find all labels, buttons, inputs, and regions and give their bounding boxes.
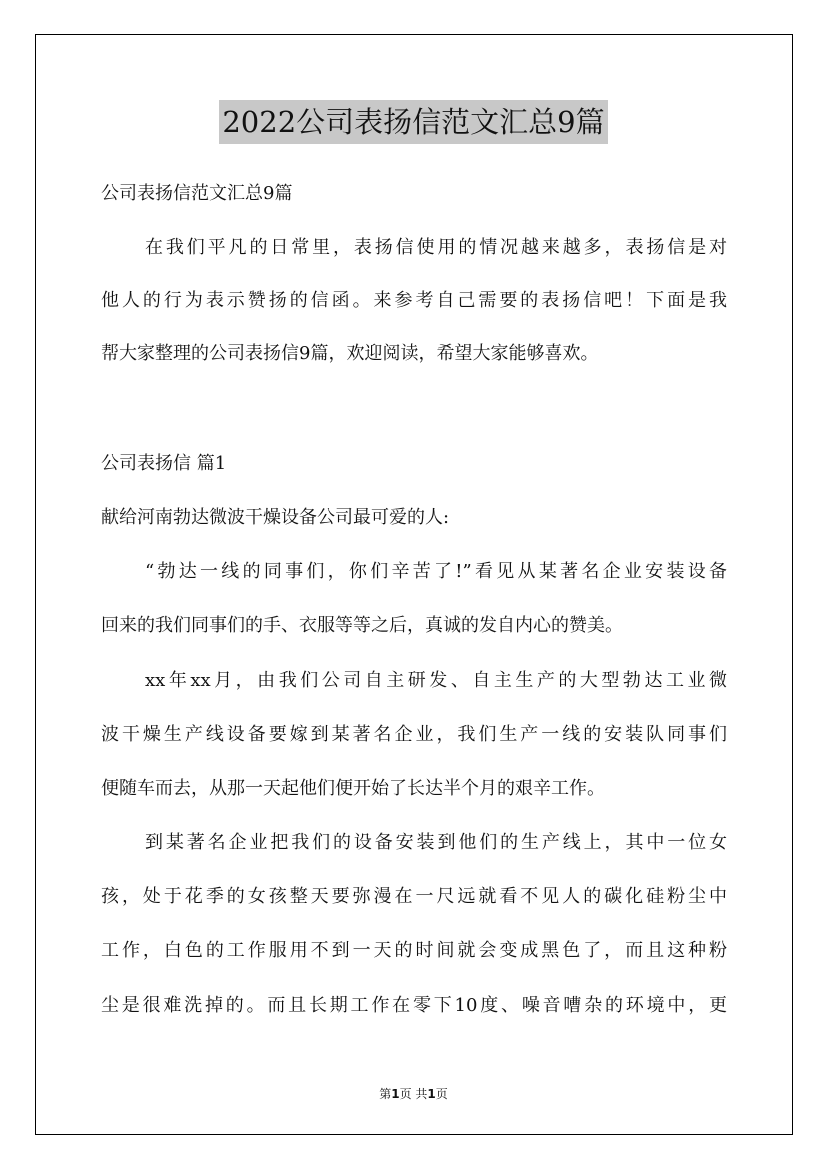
para3-line-4: 尘是很难洗掉的。而且长期工作在零下10度、噪音嘈杂的环境中，更 bbox=[101, 995, 727, 1016]
para2-line-2: 波干燥生产线设备要嫁到某著名企业，我们生产一线的安装队同事们 bbox=[101, 724, 727, 745]
para3-line-2: 孩，处于花季的女孩整天要弥漫在一尺远就看不见人的碳化硅粉尘中 bbox=[101, 886, 727, 907]
document-title: 2022公司表扬信范文汇总9篇 bbox=[219, 100, 607, 144]
footer-page-current: 1 bbox=[391, 1087, 400, 1101]
footer-page-total: 1 bbox=[427, 1087, 436, 1101]
para3-line-3: 工作，白色的工作服用不到一天的时间就会变成黑色了，而且这种粉 bbox=[101, 940, 727, 961]
para3-line-1: 到某著名企业把我们的设备安装到他们的生产线上，其中一位女 bbox=[145, 832, 727, 853]
para1-line-1: “勃达一线的同事们，你们辛苦了!”看见从某著名企业安装设备 bbox=[145, 561, 727, 582]
footer-page-suffix: 页 bbox=[435, 1087, 448, 1101]
para2-line-1: xx年xx月，由我们公司自主研发、自主生产的大型勃达工业微 bbox=[145, 670, 727, 691]
intro-line-1: 在我们平凡的日常里，表扬信使用的情况越来越多，表扬信是对 bbox=[145, 237, 727, 258]
footer-page-mid: 页 共 bbox=[399, 1087, 428, 1101]
page-footer bbox=[0, 1085, 827, 1102]
para2-line-3: 便随车而去，从那一天起他们便开始了长达半个月的艰辛工作。 bbox=[101, 778, 605, 799]
salutation: 献给河南勃达微波干燥设备公司最可爱的人: bbox=[101, 507, 450, 528]
document-subtitle: 公司表扬信范文汇总9篇 bbox=[101, 183, 293, 204]
intro-line-3: 帮大家整理的公司表扬信9篇，欢迎阅读，希望大家能够喜欢。 bbox=[101, 343, 599, 364]
title-container bbox=[0, 100, 827, 144]
para1-line-2: 回来的我们同事们的手、衣服等等之后，真诚的发自内心的赞美。 bbox=[101, 615, 623, 636]
intro-line-2: 他人的行为表示赞扬的信函。来参考自己需要的表扬信吧！下面是我 bbox=[101, 290, 727, 311]
footer-page-prefix: 第 bbox=[379, 1087, 392, 1101]
section-heading: 公司表扬信 篇1 bbox=[101, 453, 227, 474]
